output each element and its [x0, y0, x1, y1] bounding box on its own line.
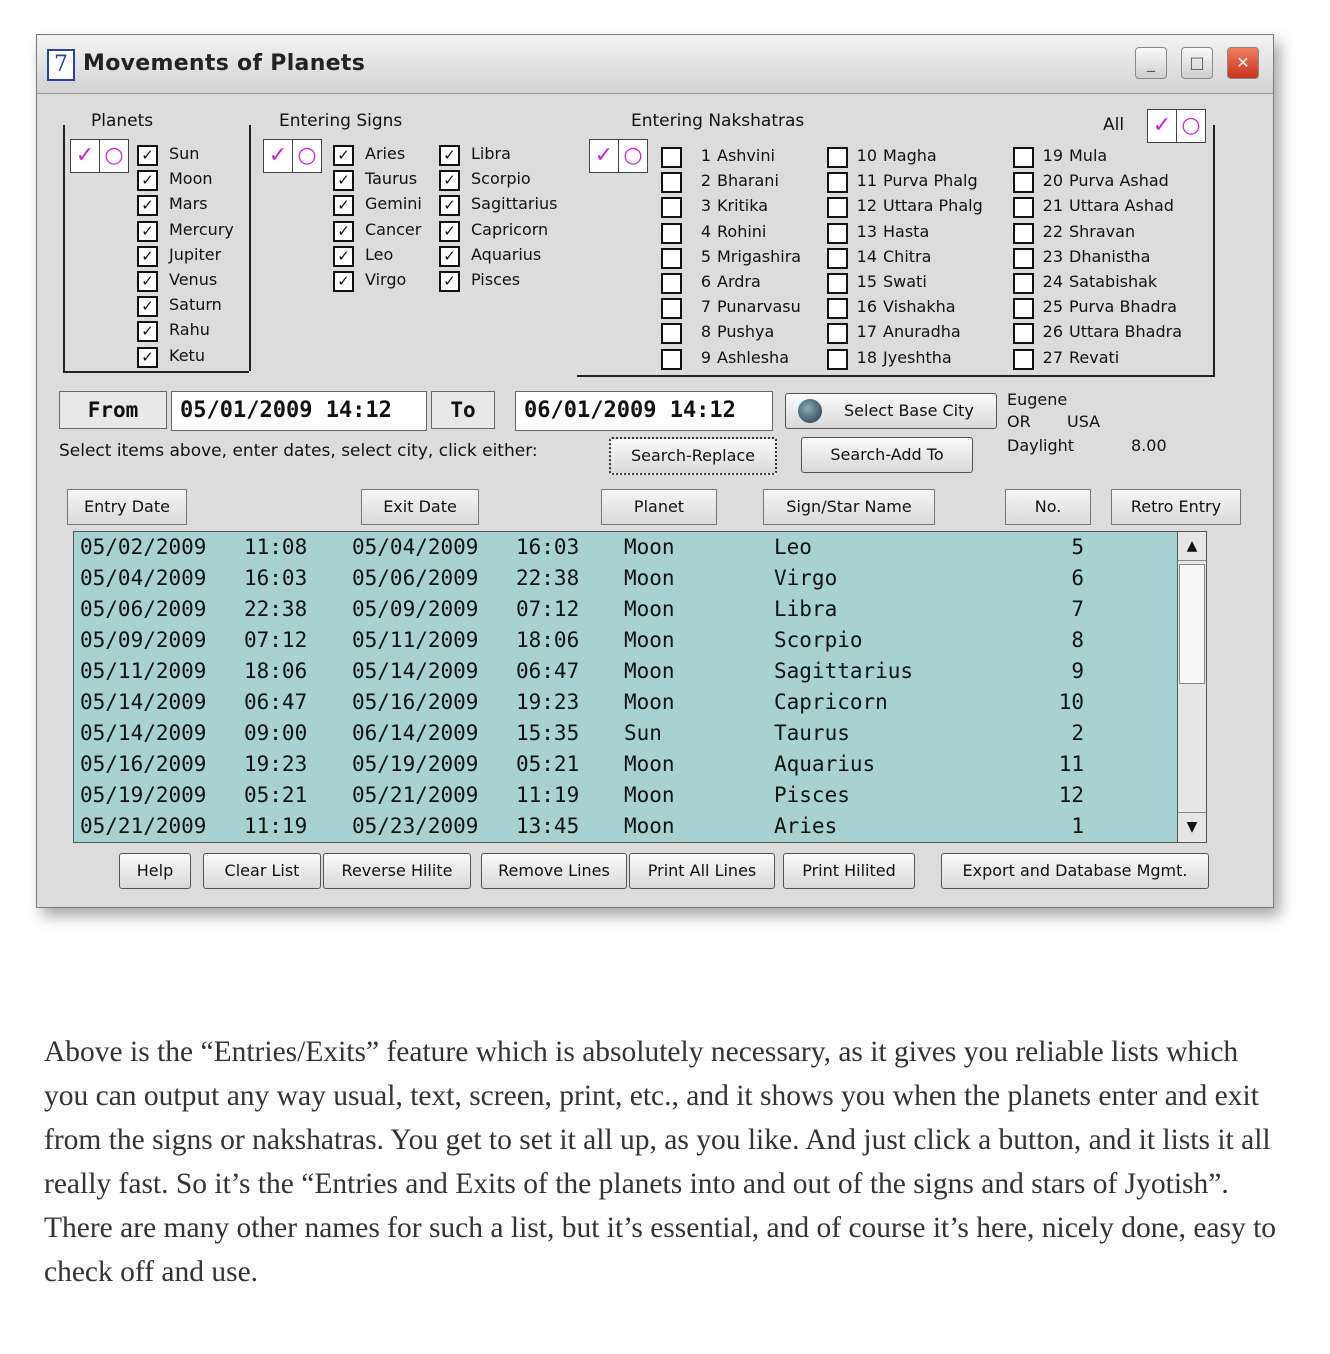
nakshatra-label: Ashvini: [717, 146, 775, 165]
table-cell: 05/23/2009: [352, 814, 479, 838]
table-cell: 11:19: [244, 814, 308, 838]
nakshatra-checkbox[interactable]: [1013, 323, 1034, 344]
nakshatra-checkbox[interactable]: [827, 349, 848, 370]
select-nakshatras-button[interactable]: ✓: [594, 143, 614, 168]
clear-list-button[interactable]: Clear List: [203, 853, 321, 889]
nakshatra-label: Vishakha: [883, 297, 956, 317]
table-row[interactable]: [74, 594, 1178, 625]
planet-checkbox[interactable]: ✓: [137, 321, 158, 342]
nakshatra-number: 26: [1042, 322, 1063, 342]
table-cell: 13:45: [516, 814, 580, 838]
table-cell: Aries: [774, 814, 838, 838]
nakshatra-checkbox[interactable]: [827, 273, 848, 294]
table-row[interactable]: [74, 687, 1178, 718]
table-cell: 12: [1058, 783, 1084, 807]
nakshatra-checkbox[interactable]: [661, 323, 682, 344]
table-cell: 05:21: [244, 783, 308, 807]
table-cell: 05/16/2009: [352, 690, 479, 714]
table-cell: 05/19/2009: [80, 783, 207, 807]
table-row[interactable]: [74, 718, 1178, 749]
sign-checkbox[interactable]: ✓: [439, 271, 460, 292]
to-date-field[interactable]: 06/01/2009 14:12: [515, 391, 773, 431]
nakshatra-number: 9: [700, 347, 711, 367]
nakshatra-number: 16: [856, 297, 877, 317]
table-cell: 22:38: [516, 566, 580, 590]
nakshatra-checkbox[interactable]: [827, 223, 848, 244]
planet-checkbox[interactable]: ✓: [137, 221, 158, 242]
table-row[interactable]: [74, 532, 1178, 563]
remove-lines-button[interactable]: Remove Lines: [481, 853, 627, 889]
nakshatra-label: Mula: [1069, 146, 1108, 165]
daylight-label: Daylight: [1007, 436, 1075, 455]
table-cell: 16:03: [516, 535, 580, 559]
select-base-city-button[interactable]: [785, 393, 997, 429]
table-cell: 22:38: [244, 597, 308, 621]
nakshatra-number: 11: [856, 171, 877, 191]
sign-checkbox-label: Leo: [365, 244, 394, 264]
sign-checkbox[interactable]: ✓: [439, 170, 460, 191]
list-scrollbar[interactable]: [1177, 531, 1207, 843]
table-cell: Taurus: [774, 721, 850, 745]
city-state: OR: [1007, 412, 1031, 431]
caption-text: Above is the “Entries/Exits” feature which is absolutely necessary, as it gives you reliable lists which you can output any way usual, text, screen, print, etc., and it shows you when the planets enter and exit from the signs or nakshatras. You get to set it all up, as you like. And just click a button, and it lists it all really fast. So it’s the “Entries and Exits of the planets into and out of the signs and stars of Jyotish”. There are many other names for such a list, but it’s essential, and of course it’s here, nicely done, easy to check off and use.: [44, 1036, 1277, 1288]
scroll-down-arrow-icon[interactable]: ▼: [1178, 812, 1206, 841]
sign-checkbox-label: Gemini: [365, 194, 422, 214]
app-icon: 7: [47, 49, 75, 81]
print-hilited-button[interactable]: Print Hilited: [783, 853, 915, 889]
table-cell: 2: [1071, 721, 1084, 745]
from-label: From: [59, 391, 167, 429]
table-cell: 05/06/2009: [352, 566, 479, 590]
reverse-hilite-button[interactable]: Reverse Hilite: [323, 853, 471, 889]
table-row[interactable]: [74, 656, 1178, 687]
table-cell: Sun: [624, 721, 662, 745]
table-cell: Leo: [774, 535, 812, 559]
table-cell: 8: [1071, 628, 1084, 652]
table-row[interactable]: [74, 811, 1178, 842]
table-cell: Scorpio: [774, 628, 863, 652]
nakshatra-checkbox[interactable]: [661, 197, 682, 218]
export-database-button[interactable]: Export and Database Mgmt.: [941, 853, 1209, 889]
planet-checkbox-label: Mercury: [169, 219, 234, 239]
planet-checkbox-label: Moon: [169, 169, 213, 189]
planet-checkbox[interactable]: ✓: [137, 170, 158, 191]
sign-checkbox-label: Pisces: [471, 270, 521, 289]
column-header-number[interactable]: No.: [1005, 489, 1091, 525]
nakshatra-label: Kritika: [717, 196, 769, 216]
planet-checkbox-label: Saturn: [169, 295, 222, 315]
planet-checkbox-label: Ketu: [169, 345, 205, 365]
nakshatra-checkbox[interactable]: [661, 172, 682, 193]
nakshatra-label: Magha: [883, 146, 937, 165]
nakshatra-checkbox[interactable]: [661, 223, 682, 244]
globe-icon: [798, 399, 822, 423]
city-country: USA: [1067, 412, 1101, 431]
clear-all-signs-button[interactable]: ○: [292, 140, 321, 172]
table-cell: Moon: [624, 814, 675, 838]
planet-checkbox-label: Mars: [169, 194, 208, 214]
nakshatra-number: 5: [700, 246, 711, 266]
select-base-city-label: Select Base City: [844, 401, 974, 420]
sign-checkbox-label: Scorpio: [471, 169, 531, 189]
table-cell: 18:06: [516, 628, 580, 652]
nakshatra-number: 12: [856, 196, 877, 216]
nakshatra-label: Rohini: [717, 221, 767, 241]
select-all-signs-button[interactable]: ✓: [268, 143, 288, 168]
nakshatras-select-buttons: [589, 139, 648, 173]
sign-checkbox-label: Capricorn: [471, 219, 549, 239]
table-cell: 19:23: [516, 690, 580, 714]
table-cell: Moon: [624, 659, 675, 683]
table-cell: 15:35: [516, 721, 580, 745]
planet-checkbox[interactable]: ✓: [137, 296, 158, 317]
select-all-nakshatras-button[interactable]: ✓: [1152, 113, 1172, 138]
clear-all-nakshatras-button[interactable]: ○: [1176, 110, 1205, 142]
nakshatra-number: 1: [700, 146, 711, 165]
nakshatra-label: Jyeshtha: [883, 347, 952, 367]
planet-checkbox[interactable]: ✓: [137, 145, 158, 166]
all-label: All: [1103, 115, 1125, 135]
nakshatra-checkbox[interactable]: [827, 298, 848, 319]
instructions-text: Select items above, enter dates, select city, click either:: [59, 441, 538, 461]
table-cell: Moon: [624, 690, 675, 714]
nakshatra-checkbox[interactable]: [661, 248, 682, 269]
table-cell: 05:21: [516, 752, 580, 776]
nakshatra-number: 7: [700, 297, 711, 317]
nakshatra-label: Mrigashira: [717, 246, 802, 266]
table-cell: 06/14/2009: [352, 721, 479, 745]
table-cell: 11: [1058, 752, 1084, 776]
help-button[interactable]: Help: [119, 853, 191, 889]
nakshatra-number: 19: [1042, 146, 1063, 165]
nakshatra-checkbox[interactable]: [827, 197, 848, 218]
table-cell: 18:06: [244, 659, 308, 683]
nakshatra-label: Pushya: [717, 322, 775, 342]
search-replace-button[interactable]: Search-Replace: [609, 437, 777, 475]
nakshatra-number: 23: [1042, 246, 1063, 266]
planets-select-buttons: [70, 139, 129, 173]
table-cell: 09:00: [244, 721, 308, 745]
table-cell: 05/02/2009: [80, 535, 207, 559]
table-cell: 05/16/2009: [80, 752, 207, 776]
nakshatra-label: Uttara Bhadra: [1069, 322, 1182, 342]
table-cell: 05/11/2009: [352, 628, 479, 652]
sign-checkbox[interactable]: ✓: [333, 271, 354, 292]
table-cell: Moon: [624, 783, 675, 807]
table-cell: 1: [1071, 814, 1084, 838]
nakshatra-label: Ashlesha: [717, 347, 789, 367]
table-cell: 11:19: [516, 783, 580, 807]
nakshatra-number: 15: [856, 272, 877, 291]
table-cell: 05/06/2009: [80, 597, 207, 621]
sign-checkbox-label: Aries: [365, 144, 406, 163]
table-cell: 05/09/2009: [80, 628, 207, 652]
entries-list[interactable]: [73, 531, 1179, 843]
planet-checkbox[interactable]: ✓: [137, 195, 158, 216]
clear-all-planets-button[interactable]: ○: [99, 140, 128, 172]
nakshatra-checkbox[interactable]: [1013, 197, 1034, 218]
nakshatra-checkbox[interactable]: [1013, 223, 1034, 244]
nakshatras-all-buttons: [1147, 109, 1206, 143]
search-add-to-button[interactable]: Search-Add To: [801, 437, 973, 473]
scroll-thumb[interactable]: [1179, 564, 1205, 684]
scroll-up-arrow-icon[interactable]: ▲: [1178, 532, 1206, 561]
nakshatra-number: 27: [1042, 347, 1063, 367]
nakshatra-label: Chitra: [883, 246, 932, 266]
nakshatra-label: Swati: [883, 272, 927, 291]
movements-window: [36, 34, 1274, 908]
planet-checkbox-label: Venus: [169, 270, 218, 289]
nakshatra-label: Purva Phalg: [883, 171, 978, 191]
table-cell: 05/14/2009: [80, 721, 207, 745]
sign-checkbox[interactable]: ✓: [439, 221, 460, 242]
sign-checkbox[interactable]: ✓: [439, 145, 460, 166]
nakshatra-number: 10: [856, 146, 877, 165]
table-cell: 05/11/2009: [80, 659, 207, 683]
table-cell: 05/04/2009: [352, 535, 479, 559]
sign-checkbox-label: Cancer: [365, 219, 422, 239]
sign-checkbox[interactable]: ✓: [333, 170, 354, 191]
nakshatra-checkbox[interactable]: [1013, 248, 1034, 269]
table-cell: 05/14/2009: [80, 690, 207, 714]
nakshatra-label: Ardra: [717, 272, 761, 291]
nakshatra-number: 8: [700, 322, 711, 342]
nakshatra-number: 18: [856, 347, 877, 367]
nakshatra-checkbox[interactable]: [661, 147, 682, 168]
nakshatra-label: Purva Ashad: [1069, 171, 1169, 191]
window-title: Movements of Planets: [83, 51, 366, 76]
table-cell: Moon: [624, 752, 675, 776]
table-cell: Moon: [624, 597, 675, 621]
nakshatra-label: Shravan: [1069, 221, 1136, 241]
nakshatra-number: 14: [856, 246, 877, 266]
sign-checkbox[interactable]: ✓: [333, 195, 354, 216]
table-cell: Sagittarius: [774, 659, 914, 683]
print-all-lines-button[interactable]: Print All Lines: [629, 853, 775, 889]
table-cell: Moon: [624, 566, 675, 590]
nakshatras-title: Entering Nakshatras: [621, 111, 814, 131]
nakshatra-checkbox[interactable]: [1013, 172, 1034, 193]
nakshatra-label: Satabishak: [1069, 272, 1158, 291]
nakshatra-label: Punarvasu: [717, 297, 801, 317]
table-cell: 06:47: [244, 690, 308, 714]
column-header-entry-date[interactable]: Entry Date: [67, 489, 187, 525]
signs-title: Entering Signs: [269, 111, 412, 131]
table-cell: Moon: [624, 628, 675, 652]
sign-checkbox[interactable]: ✓: [439, 246, 460, 267]
nakshatra-number: 24: [1042, 272, 1063, 291]
table-cell: Virgo: [774, 566, 838, 590]
title-bar[interactable]: [37, 35, 1273, 94]
table-row[interactable]: [74, 563, 1178, 594]
nakshatra-checkbox[interactable]: [661, 298, 682, 319]
nakshatra-label: Anuradha: [883, 322, 961, 342]
planet-checkbox[interactable]: ✓: [137, 347, 158, 368]
table-cell: 05/21/2009: [80, 814, 207, 838]
sign-checkbox[interactable]: ✓: [333, 145, 354, 166]
table-cell: 06:47: [516, 659, 580, 683]
nakshatra-number: 25: [1042, 297, 1063, 317]
close-button[interactable]: ✕: [1227, 47, 1259, 79]
planet-checkbox-label: Sun: [169, 144, 200, 163]
column-header-retro-entry[interactable]: Retro Entry: [1111, 489, 1241, 525]
table-row[interactable]: [74, 780, 1178, 811]
sign-checkbox[interactable]: ✓: [333, 221, 354, 242]
select-all-planets-button[interactable]: ✓: [75, 143, 95, 168]
table-cell: 05/14/2009: [352, 659, 479, 683]
sign-checkbox-label: Libra: [471, 144, 511, 163]
nakshatra-checkbox[interactable]: [661, 349, 682, 370]
nakshatra-checkbox[interactable]: [1013, 349, 1034, 370]
table-cell: 11:08: [244, 535, 308, 559]
table-cell: Moon: [624, 535, 675, 559]
nakshatra-number: 6: [700, 272, 711, 291]
nakshatra-checkbox[interactable]: [1013, 147, 1034, 168]
nakshatra-number: 3: [700, 196, 711, 216]
nakshatra-checkbox[interactable]: [1013, 298, 1034, 319]
planet-checkbox[interactable]: ✓: [137, 246, 158, 267]
column-header-planet[interactable]: Planet: [601, 489, 717, 525]
planet-checkbox-label: Jupiter: [169, 244, 222, 264]
nakshatra-number: 22: [1042, 221, 1063, 241]
table-cell: 05/19/2009: [352, 752, 479, 776]
nakshatra-number: 20: [1042, 171, 1063, 191]
planets-title: Planets: [81, 111, 163, 131]
table-row[interactable]: [74, 625, 1178, 656]
city-name: Eugene: [1007, 390, 1068, 409]
sign-checkbox[interactable]: ✓: [439, 195, 460, 216]
sign-checkbox-label: Sagittarius: [471, 194, 558, 214]
planet-checkbox-label: Rahu: [169, 320, 210, 340]
nakshatra-number: 4: [700, 221, 711, 241]
nakshatra-checkbox[interactable]: [827, 323, 848, 344]
column-header-sign-star-name[interactable]: Sign/Star Name: [763, 489, 935, 525]
sign-checkbox[interactable]: ✓: [333, 246, 354, 267]
nakshatra-label: Uttara Ashad: [1069, 196, 1174, 216]
table-cell: 05/04/2009: [80, 566, 207, 590]
table-cell: Libra: [774, 597, 838, 621]
table-cell: 05/09/2009: [352, 597, 479, 621]
table-cell: 07:12: [516, 597, 580, 621]
table-cell: 16:03: [244, 566, 308, 590]
sign-checkbox-label: Virgo: [365, 270, 407, 289]
table-cell: Capricorn: [774, 690, 888, 714]
planet-checkbox[interactable]: ✓: [137, 271, 158, 292]
sign-checkbox-label: Aquarius: [471, 244, 542, 264]
table-cell: 10: [1058, 690, 1084, 714]
nakshatra-checkbox[interactable]: [827, 147, 848, 168]
minimize-button[interactable]: _: [1135, 47, 1167, 79]
table-cell: 07:12: [244, 628, 308, 652]
nakshatra-label: Dhanistha: [1069, 246, 1151, 266]
table-cell: 5: [1071, 535, 1084, 559]
nakshatra-label: Bharani: [717, 171, 779, 191]
table-row[interactable]: [74, 749, 1178, 780]
column-header-exit-date[interactable]: Exit Date: [361, 489, 479, 525]
sign-checkbox-label: Taurus: [365, 169, 418, 189]
to-label: To: [431, 391, 495, 429]
nakshatra-checkbox[interactable]: [1013, 273, 1034, 294]
from-date-field[interactable]: 05/01/2009 14:12: [171, 391, 427, 431]
table-cell: Pisces: [774, 783, 850, 807]
nakshatra-checkbox[interactable]: [827, 172, 848, 193]
maximize-button[interactable]: □: [1181, 47, 1213, 79]
nakshatra-label: Purva Bhadra: [1069, 297, 1177, 317]
table-cell: 05/21/2009: [352, 783, 479, 807]
nakshatra-number: 13: [856, 221, 877, 241]
signs-select-buttons: [263, 139, 322, 173]
table-cell: 9: [1071, 659, 1084, 683]
table-cell: 7: [1071, 597, 1084, 621]
nakshatra-label: Hasta: [883, 221, 930, 241]
nakshatra-number: 17: [856, 322, 877, 342]
table-cell: Aquarius: [774, 752, 876, 776]
nakshatra-number: 21: [1042, 196, 1063, 216]
nakshatra-checkbox[interactable]: [661, 273, 682, 294]
nakshatra-label: Revati: [1069, 347, 1120, 367]
daylight-value: 8.00: [1131, 436, 1167, 455]
nakshatra-label: Uttara Phalg: [883, 196, 983, 216]
nakshatra-checkbox[interactable]: [827, 248, 848, 269]
nakshatra-number: 2: [700, 171, 711, 191]
clear-nakshatras-button[interactable]: ○: [618, 140, 647, 172]
table-cell: 6: [1071, 566, 1084, 590]
table-cell: 19:23: [244, 752, 308, 776]
